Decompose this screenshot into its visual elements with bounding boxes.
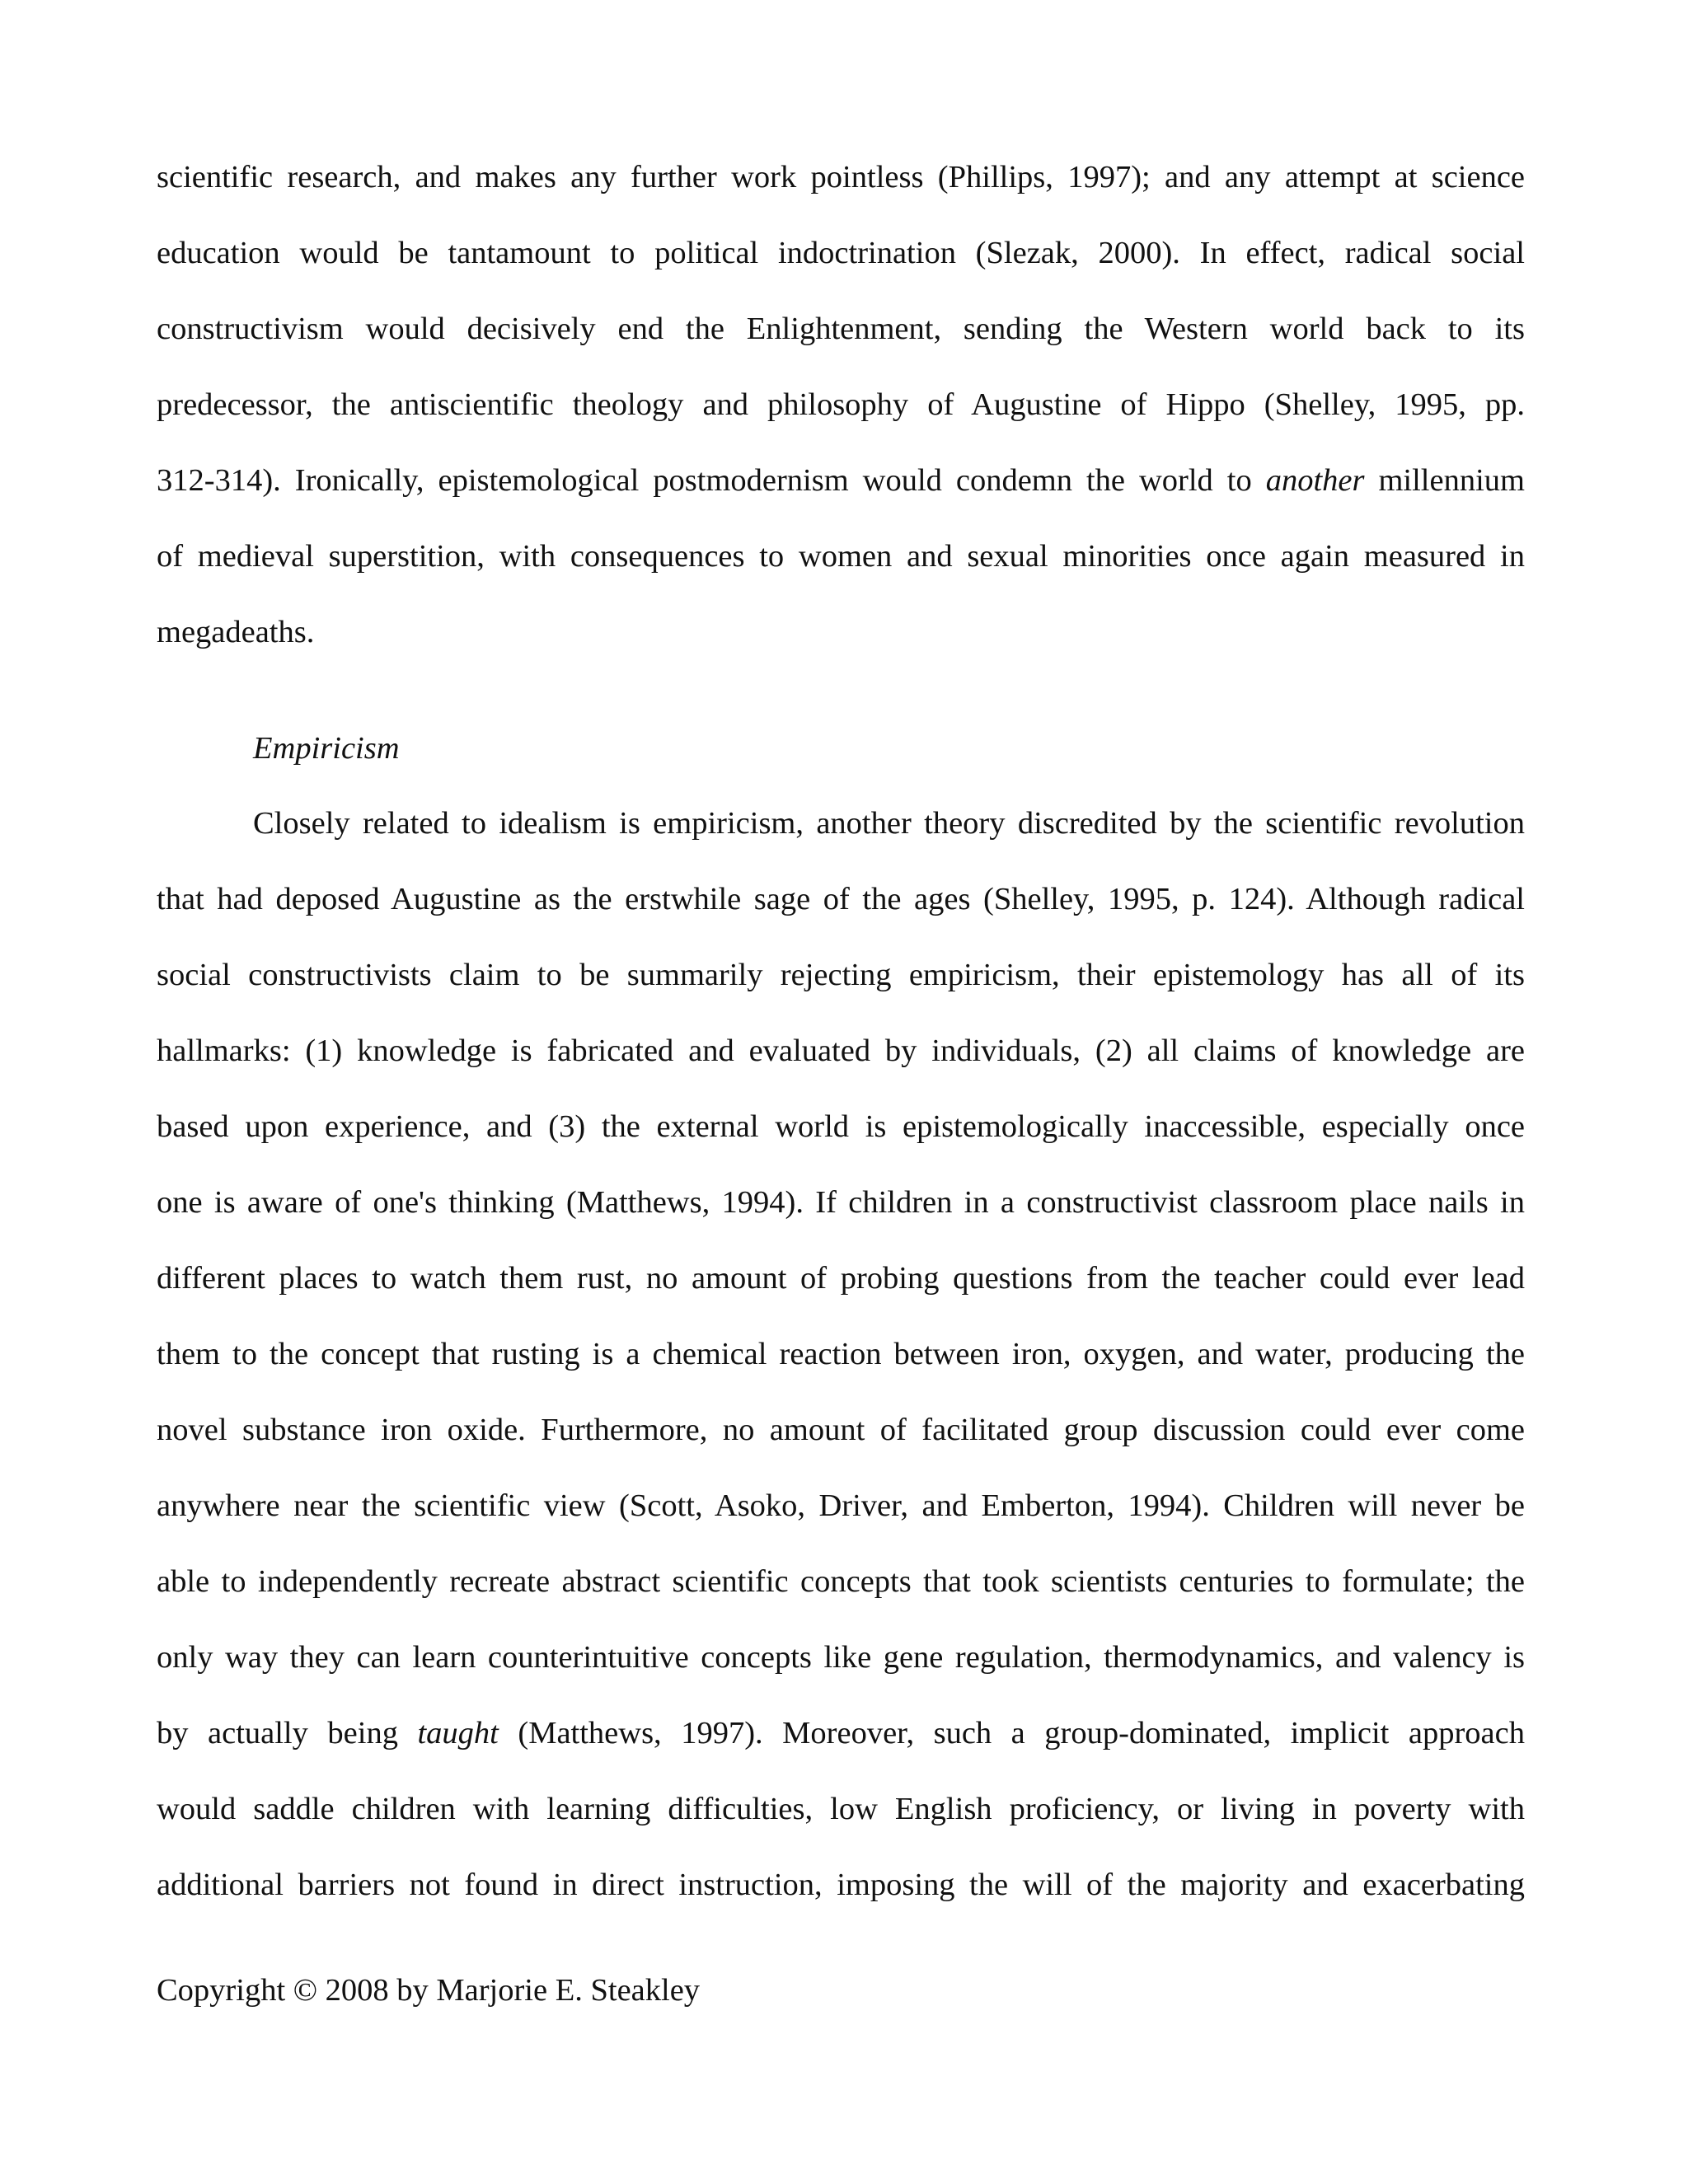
paragraph-line: different places to watch them rust, no amount of probing questions from the teacher could ever lead [157, 1261, 1525, 1296]
emphasis-text: another [1265, 463, 1365, 498]
emphasis-text: taught [417, 1716, 499, 1750]
paragraph-line: Closely related to idealism is empiricism, another theory discredited by the scientific revolution [253, 806, 1525, 841]
paragraph-line: able to independently recreate abstract scientific concepts that took scientists centuries to formulate; the [157, 1564, 1525, 1599]
paragraph-line: would saddle children with learning difficulties, low English proficiency, or living in poverty with [157, 1792, 1525, 1826]
paragraph-line: additional barriers not found in direct instruction, imposing the will of the majority and exacerbating [157, 1868, 1525, 1902]
paragraph-line: that had deposed Augustine as the erstwhile sage of the ages (Shelley, 1995, p. 124). Although radical [157, 882, 1525, 916]
paragraph-line: education would be tantamount to political indoctrination (Slezak, 2000). In effect, radical social [157, 236, 1525, 270]
paragraph-line: one is aware of one's thinking (Matthews, 1994). If children in a constructivist classroom place nails in [157, 1185, 1525, 1220]
paragraph-line: only way they can learn counterintuitive concepts like gene regulation, thermodynamics, and valency is [157, 1640, 1525, 1675]
paragraph-line: based upon experience, and (3) the external world is epistemologically inaccessible, especially once [157, 1109, 1525, 1144]
paragraph-line: predecessor, the antiscientific theology and philosophy of Augustine of Hippo (Shelley, 1995, pp. [157, 387, 1525, 422]
paragraph-line: social constructivists claim to be summarily rejecting empiricism, their epistemology has all of its [157, 958, 1525, 992]
paragraph-line: scientific research, and makes any further work pointless (Phillips, 1997); and any attempt at science [157, 160, 1525, 194]
paragraph-line: hallmarks: (1) knowledge is fabricated and evaluated by individuals, (2) all claims of knowledge are [157, 1033, 1525, 1068]
paragraph-2 [157, 785, 1525, 1923]
paragraph-1 [157, 139, 1525, 670]
paragraph-line: megadeaths. [157, 615, 315, 649]
section-heading: Empiricism [253, 731, 400, 766]
paragraph-line: novel substance iron oxide. Furthermore, no amount of facilitated group discussion could ever come [157, 1413, 1525, 1447]
paragraph-line: 312-314). Ironically, epistemological postmodernism would condemn the world to another millennium [157, 463, 1525, 498]
paragraph-line: constructivism would decisively end the Enlightenment, sending the Western world back to its [157, 312, 1525, 346]
paragraph-line: anywhere near the scientific view (Scott, Asoko, Driver, and Emberton, 1994). Children will never be [157, 1488, 1525, 1523]
paragraph-line: them to the concept that rusting is a chemical reaction between iron, oxygen, and water, producing the [157, 1337, 1525, 1371]
paragraph-line: of medieval superstition, with consequences to women and sexual minorities once again measured in [157, 539, 1525, 574]
copyright-footer: Copyright © 2008 by Marjorie E. Steakley [157, 1973, 701, 2008]
paragraph-line: by actually being taught (Matthews, 1997). Moreover, such a group-dominated, implicit approach [157, 1716, 1525, 1750]
